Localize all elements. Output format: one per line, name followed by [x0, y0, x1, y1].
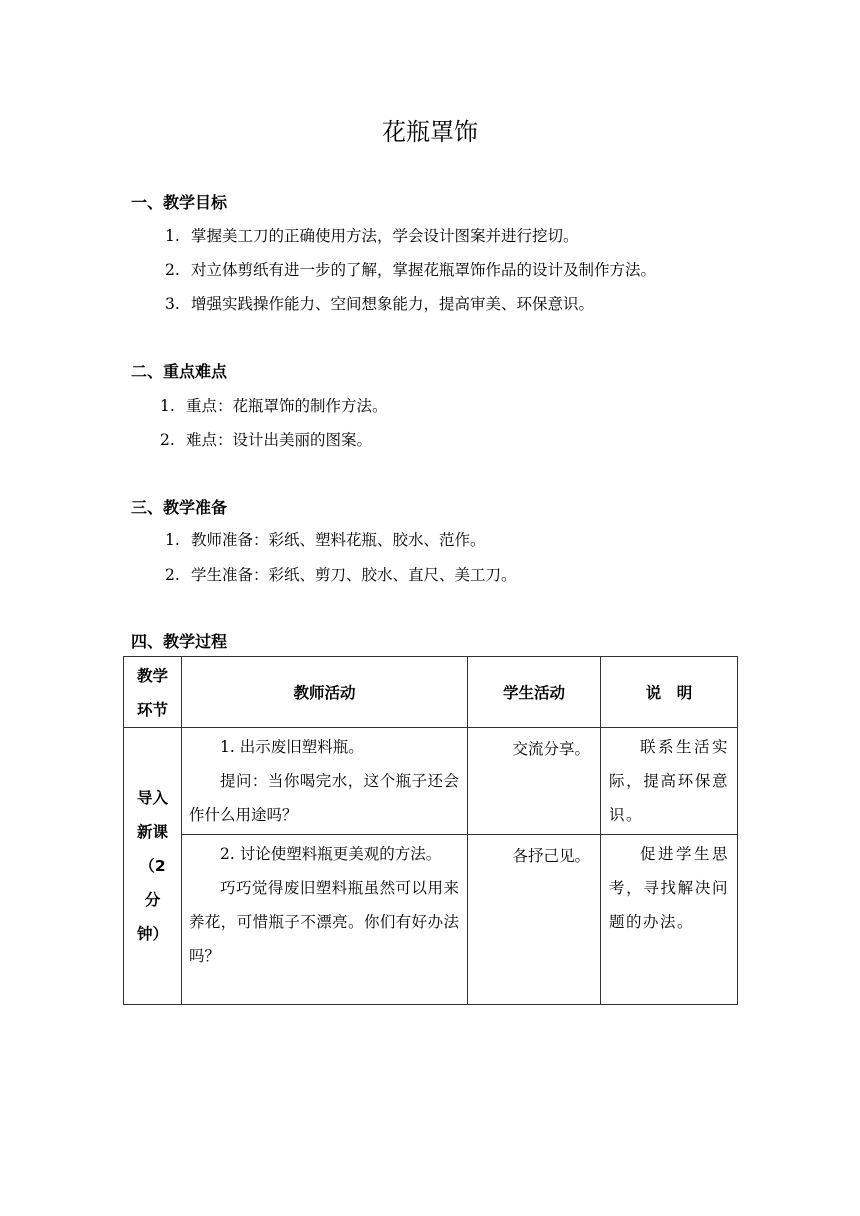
stage-cell — [124, 728, 182, 1005]
column-header-stage — [124, 657, 182, 728]
teacher-activity-cell — [182, 835, 468, 1005]
stage-text: 新课 — [136, 823, 168, 841]
table-row — [124, 835, 738, 1005]
stage-text: 分 — [144, 891, 161, 909]
stage-text: （2 — [139, 857, 166, 875]
list-item-text: 教师准备：彩纸、塑料花瓶、胶水、范作。 — [191, 531, 486, 549]
teaching-process-table — [123, 656, 738, 1005]
stage-text: 钟） — [136, 925, 168, 943]
list-item-text: 对立体剪纸有进一步的了解，掌握花瓶罩饰作品的设计及制作方法。 — [191, 261, 657, 279]
list-item — [165, 292, 594, 314]
header-text: 环节 — [136, 701, 168, 719]
note-cell — [601, 835, 738, 1005]
list-item-number: 3. — [165, 295, 180, 313]
list-item-text: 掌握美工刀的正确使用方法，学会设计图案并进行挖切。 — [191, 227, 579, 245]
list-item — [165, 563, 517, 585]
note-text: 联系生活实际，提高环保意识。 — [609, 738, 729, 824]
table-header-row — [124, 657, 738, 728]
list-item-number: 2. — [160, 431, 175, 449]
column-header-note: 说 明 — [601, 657, 738, 728]
column-header-teacher: 教师活动 — [182, 657, 468, 728]
teacher-activity-cell — [182, 728, 468, 835]
note-cell — [601, 728, 738, 835]
list-item-text: 学生准备：彩纸、剪刀、胶水、直尺、美工刀。 — [191, 566, 517, 584]
list-item-text: 增强实践操作能力、空间想象能力，提高审美、环保意识。 — [191, 295, 595, 313]
teacher-activity-text: 提问：当你喝完水，这个瓶子还会作什么用途吗？ — [189, 772, 459, 824]
section-heading-process: 四、教学过程 — [131, 632, 228, 651]
document-title: 花瓶罩饰 — [382, 118, 478, 146]
list-item-number: 2. — [165, 566, 180, 584]
teacher-activity-text: 巧巧觉得废旧塑料瓶虽然可以用来养花，可惜瓶子不漂亮。你们有好办法吗？ — [189, 879, 459, 965]
list-item — [165, 224, 579, 246]
list-item — [160, 394, 388, 416]
teacher-activity-text: 1. 出示废旧塑料瓶。 — [220, 738, 364, 756]
list-item-text: 重点：花瓶罩饰的制作方法。 — [186, 397, 388, 415]
stage-text: 导入 — [136, 789, 168, 807]
list-item-number: 1. — [160, 397, 175, 415]
column-header-student: 学生活动 — [468, 657, 601, 728]
note-text: 促进学生思考，寻找解决问题的办法。 — [609, 845, 729, 931]
list-item-text: 难点：设计出美丽的图案。 — [186, 431, 373, 449]
section-heading-objectives: 一、教学目标 — [131, 193, 228, 212]
table-row — [124, 728, 738, 835]
section-heading-preparation: 三、教学准备 — [131, 498, 228, 517]
list-item — [165, 528, 486, 550]
list-item-number: 2. — [165, 261, 180, 279]
student-activity-cell: 各抒己见。 — [468, 835, 601, 1005]
section-heading-key-points: 二、重点难点 — [131, 362, 228, 381]
list-item — [160, 428, 372, 450]
header-text: 教学 — [136, 667, 168, 685]
teacher-activity-text: 2. 讨论使塑料瓶更美观的方法。 — [220, 845, 442, 863]
list-item — [165, 258, 656, 280]
list-item-number: 1. — [165, 531, 180, 549]
list-item-number: 1. — [165, 227, 180, 245]
student-activity-cell: 交流分享。 — [468, 728, 601, 835]
